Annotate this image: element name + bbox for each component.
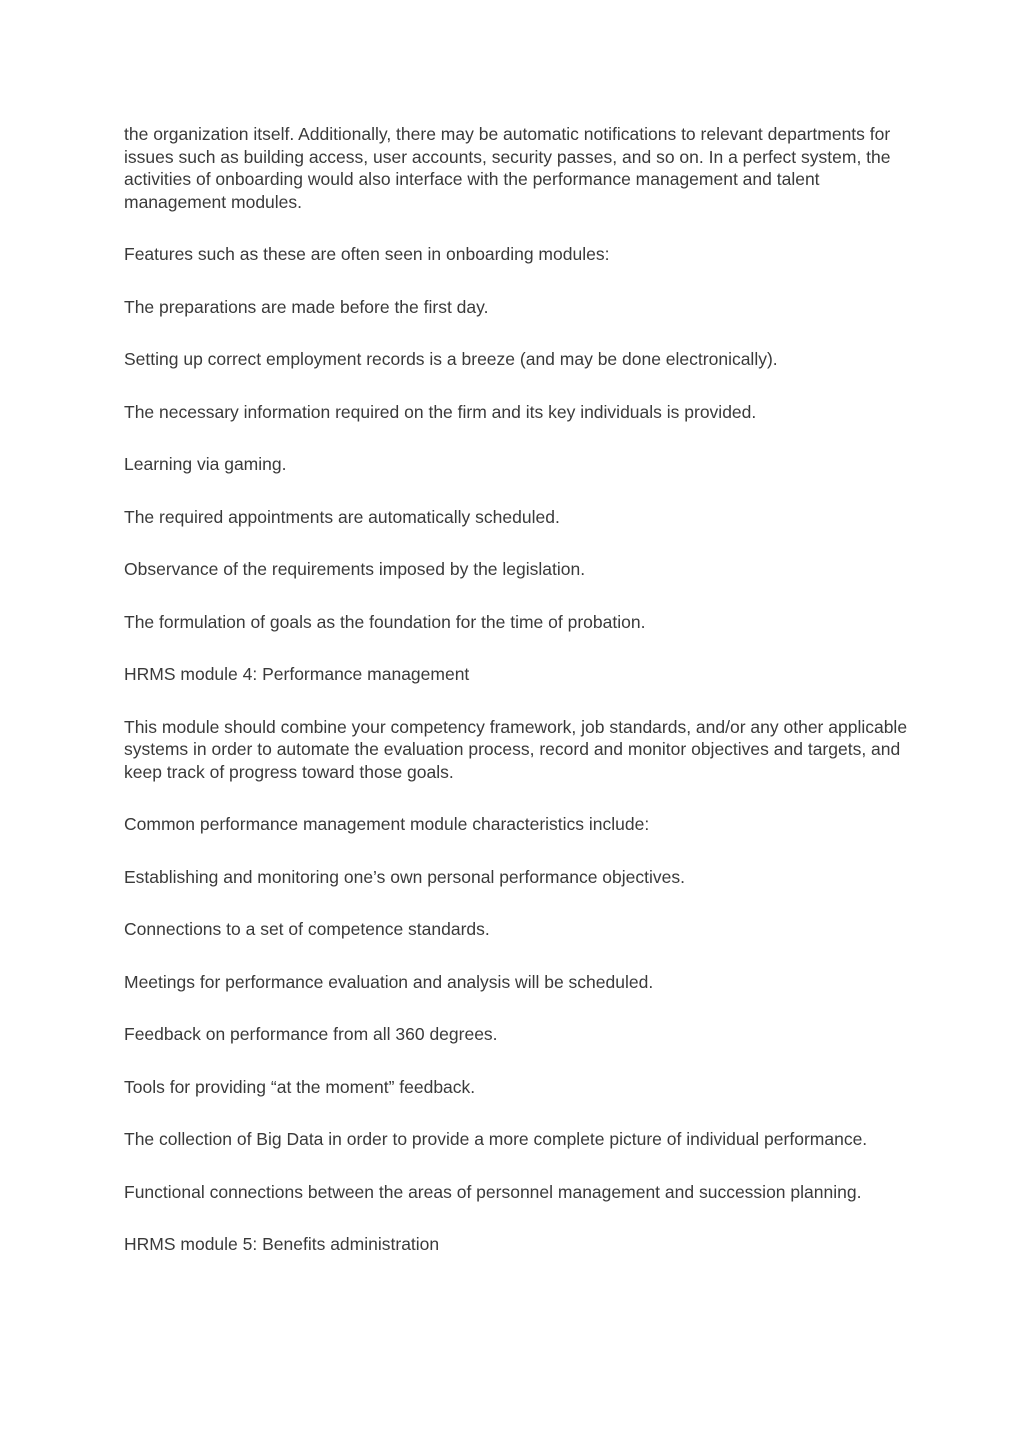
paragraph-onboarding-features-heading: Features such as these are often seen in onboarding modules: [124,244,610,264]
list-item: Establishing and monitoring one’s own personal performance objectives. [124,866,685,887]
list-item: Feedback on performance from all 360 degrees. [124,1024,498,1044]
list-item: The formulation of goals as the foundation for the time of probation. [124,611,646,632]
paragraph-performance-characteristics-heading: Common performance management module characteristics include: [124,814,650,834]
list-item: Observance of the requirements imposed by the legislation. [124,559,586,579]
list-item: The required appointments are automatically scheduled. [124,506,560,527]
list-item: Functional connections between the areas of personnel management and succession planning. [124,1181,862,1202]
list-item: Tools for providing “at the moment” feedback. [124,1076,476,1097]
paragraph-performance-intro: This module should combine your competency framework, job standards, and/or any other applicable systems in order to automate the evaluation process, record and monitor objectives and targets, and keep track of progress toward those goals. [124,716,908,782]
paragraph-onboarding-intro: the organization itself. Additionally, there may be automatic notifications to relevant departments for issues such as building access, user accounts, security passes, and so on. In a perfect system, the activities of onboarding would also interface with the performance management and talent management modules. [124,124,891,212]
list-item: The necessary information required on the firm and its key individuals is provided. [124,401,757,422]
list-item: The collection of Big Data in order to provide a more complete picture of individual performance. [124,1129,868,1149]
list-item: Connections to a set of competence standards. [124,919,490,939]
list-item: Setting up correct employment records is a breeze (and may be done electronically). [124,349,778,369]
section-heading-performance-management: HRMS module 4: Performance management [124,664,470,684]
document-body [124,123,924,1286]
list-item: Learning via gaming. [124,454,287,474]
list-item: Meetings for performance evaluation and analysis will be scheduled. [124,971,654,992]
section-heading-benefits-administration: HRMS module 5: Benefits administration [124,1234,440,1254]
list-item: The preparations are made before the first day. [124,296,489,317]
